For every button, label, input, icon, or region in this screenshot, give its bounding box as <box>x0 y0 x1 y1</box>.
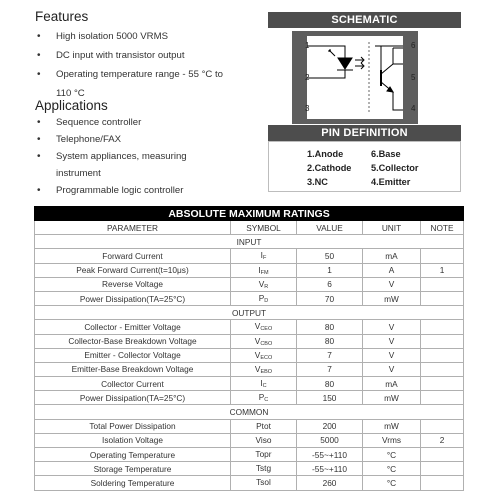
schematic-diagram <box>307 36 403 119</box>
symbol-subscript: R <box>264 283 269 290</box>
value-cell: 6 <box>297 277 363 291</box>
light-arrows-icon <box>355 57 364 69</box>
pin-definition-right <box>371 147 418 189</box>
section-row <box>35 405 464 419</box>
value-cell: 150 <box>297 391 363 405</box>
parameter-cell: Isolation Voltage <box>35 433 231 447</box>
value-cell: 5000 <box>297 433 363 447</box>
value-cell: 7 <box>297 362 363 376</box>
features-list <box>37 27 257 103</box>
column-header: VALUE <box>297 221 363 235</box>
symbol-cell <box>231 263 297 277</box>
pin-label: 1 <box>305 41 310 50</box>
unit-cell: V <box>363 334 421 348</box>
symbol-text: Ptot <box>256 420 271 431</box>
section-row <box>35 306 464 320</box>
unit-cell: mA <box>363 249 421 263</box>
symbol-text: Topr <box>255 449 272 460</box>
symbol-cell <box>231 334 297 348</box>
symbol-text: V <box>254 363 261 374</box>
parameter-cell: Total Power Dissipation <box>35 419 231 433</box>
parameter-cell: Peak Forward Current(t=10μs) <box>35 263 231 277</box>
symbol-cell <box>231 362 297 376</box>
symbol-subscript: FM <box>260 269 269 276</box>
symbol-text: Viso <box>255 434 272 445</box>
application-item: • System appliances, measuring <box>37 148 257 165</box>
table-row <box>35 462 464 476</box>
symbol-cell <box>231 448 297 462</box>
note-cell <box>421 334 464 348</box>
unit-cell: mW <box>363 391 421 405</box>
note-cell <box>421 291 464 305</box>
note-cell: 1 <box>421 263 464 277</box>
ratings-table <box>34 206 464 491</box>
pin-label: 4 <box>411 104 416 113</box>
note-cell <box>421 391 464 405</box>
bullet-icon: • <box>37 134 41 145</box>
application-item: • Sequence controller <box>37 114 257 131</box>
unit-cell: mW <box>363 291 421 305</box>
feature-item: • High isolation 5000 VRMS <box>37 27 257 46</box>
symbol-text: V <box>258 278 265 289</box>
parameter-cell: Emitter - Collector Voltage <box>35 348 231 362</box>
symbol-cell <box>231 320 297 334</box>
symbol-text: P <box>258 392 265 403</box>
pin-definition-header: PIN DEFINITION <box>268 125 461 141</box>
note-cell <box>421 448 464 462</box>
section-label: INPUT <box>35 235 464 249</box>
parameter-cell: Power Dissipation(TA=25°C) <box>35 391 231 405</box>
note-cell <box>421 320 464 334</box>
symbol-subscript: C <box>264 397 269 404</box>
symbol-cell <box>231 249 297 263</box>
parameter-cell: Emitter-Base Breakdown Voltage <box>35 362 231 376</box>
table-row <box>35 320 464 334</box>
table-row <box>35 448 464 462</box>
bullet-icon: • <box>37 69 41 80</box>
value-cell: 200 <box>297 419 363 433</box>
note-cell <box>421 277 464 291</box>
symbol-text: Tstg <box>255 463 272 474</box>
bullet-icon: • <box>37 31 41 42</box>
parameter-cell: Soldering Temperature <box>35 476 231 490</box>
table-row <box>35 277 464 291</box>
table-row <box>35 334 464 348</box>
features-heading: Features <box>35 9 89 24</box>
note-cell <box>421 348 464 362</box>
application-item: • Programmable logic controller <box>37 182 257 199</box>
feature-item: • Operating temperature range - 55 °C to <box>37 65 257 84</box>
symbol-cell <box>231 433 297 447</box>
symbol-cell <box>231 291 297 305</box>
table-row <box>35 419 464 433</box>
parameter-cell: Forward Current <box>35 249 231 263</box>
pin-label: 2 <box>305 73 310 82</box>
note-cell: 2 <box>421 433 464 447</box>
table-row <box>35 391 464 405</box>
unit-cell: A <box>363 263 421 277</box>
symbol-text: V <box>254 335 261 346</box>
section-label: COMMON <box>35 405 464 419</box>
symbol-cell <box>231 377 297 391</box>
column-header: SYMBOL <box>231 221 297 235</box>
table-row <box>35 476 464 490</box>
table-row <box>35 249 464 263</box>
bullet-icon: • <box>37 50 41 61</box>
symbol-text: I <box>258 264 261 275</box>
note-cell <box>421 249 464 263</box>
transistor-circuit <box>375 46 403 110</box>
symbol-cell <box>231 462 297 476</box>
symbol-cell <box>231 476 297 490</box>
pin-label: 3 <box>305 104 310 113</box>
symbol-subscript: F <box>262 255 267 262</box>
bullet-icon: • <box>37 117 41 128</box>
bullet-icon: • <box>37 151 41 162</box>
symbol-subscript: D <box>264 298 269 305</box>
unit-cell: °C <box>363 476 421 490</box>
symbol-text: Tsol <box>256 477 271 488</box>
value-cell: 1 <box>297 263 363 277</box>
schematic-frame <box>292 31 418 124</box>
note-cell <box>421 419 464 433</box>
value-cell: 80 <box>297 377 363 391</box>
unit-cell: °C <box>363 462 421 476</box>
unit-cell: °C <box>363 448 421 462</box>
table-row <box>35 291 464 305</box>
symbol-subscript: CBO <box>260 340 273 347</box>
pin-definition-item: 1.Anode <box>307 149 344 159</box>
parameter-cell: Collector-Base Breakdown Voltage <box>35 334 231 348</box>
pin-label: 6 <box>411 41 416 50</box>
parameter-cell: Operating Temperature <box>35 448 231 462</box>
parameter-cell: Collector Current <box>35 377 231 391</box>
unit-cell: mW <box>363 419 421 433</box>
application-item: • Telephone/FAX <box>37 131 257 148</box>
table-row <box>35 348 464 362</box>
table-row <box>35 362 464 376</box>
symbol-subscript: C <box>262 383 267 390</box>
value-cell: -55~+110 <box>297 448 363 462</box>
unit-cell: mA <box>363 377 421 391</box>
value-cell: 80 <box>297 320 363 334</box>
unit-cell: V <box>363 320 421 334</box>
column-header: NOTE <box>421 221 464 235</box>
parameter-cell: Power Dissipation(TA=25°C) <box>35 291 231 305</box>
symbol-text: I <box>260 378 263 389</box>
application-item-continuation: instrument <box>56 168 101 179</box>
value-cell: 70 <box>297 291 363 305</box>
parameter-cell: Storage Temperature <box>35 462 231 476</box>
table-row <box>35 433 464 447</box>
applications-heading: Applications <box>35 98 108 113</box>
optocoupler-schematic <box>307 36 403 119</box>
pin-definition-left <box>307 147 351 189</box>
pin-definition-item: 5.Collector <box>371 163 419 173</box>
table-row <box>35 377 464 391</box>
value-cell: -55~+110 <box>297 462 363 476</box>
symbol-cell <box>231 419 297 433</box>
column-header: UNIT <box>363 221 421 235</box>
unit-cell: V <box>363 362 421 376</box>
unit-cell: V <box>363 277 421 291</box>
symbol-subscript: ECO <box>260 354 273 361</box>
column-header: PARAMETER <box>35 221 231 235</box>
section-row <box>35 235 464 249</box>
symbol-text: I <box>260 250 263 261</box>
symbol-cell <box>231 348 297 362</box>
applications-list <box>37 114 257 199</box>
pin-definition-box <box>268 141 461 192</box>
note-cell <box>421 476 464 490</box>
value-cell: 50 <box>297 249 363 263</box>
ratings-table-header-row <box>35 221 464 235</box>
schematic-header: SCHEMATIC <box>268 12 461 28</box>
ratings-table-body <box>35 207 464 491</box>
bullet-icon: • <box>37 185 41 196</box>
pin-label: 5 <box>411 73 416 82</box>
symbol-text: V <box>254 321 261 332</box>
symbol-text: P <box>258 293 265 304</box>
note-cell <box>421 362 464 376</box>
value-cell: 260 <box>297 476 363 490</box>
symbol-subscript: EBO <box>260 368 273 375</box>
parameter-cell: Collector - Emitter Voltage <box>35 320 231 334</box>
feature-item: • DC input with transistor output <box>37 46 257 65</box>
led-circuit <box>307 46 353 78</box>
note-cell <box>421 377 464 391</box>
pin-definition-item: 3.NC <box>307 177 328 187</box>
pin-definition-item: 4.Emitter <box>371 177 411 187</box>
symbol-subscript: CEO <box>260 326 273 333</box>
pin-definition-item: 6.Base <box>371 149 401 159</box>
unit-cell: V <box>363 348 421 362</box>
ratings-table-title-row <box>35 207 464 221</box>
section-label: OUTPUT <box>35 306 464 320</box>
parameter-cell: Reverse Voltage <box>35 277 231 291</box>
pin-definition-item: 2.Cathode <box>307 163 352 173</box>
table-row <box>35 263 464 277</box>
note-cell <box>421 462 464 476</box>
symbol-cell <box>231 391 297 405</box>
symbol-cell <box>231 277 297 291</box>
ratings-table-title: ABSOLUTE MAXIMUM RATINGS <box>35 207 464 221</box>
unit-cell: Vrms <box>363 433 421 447</box>
symbol-text: V <box>254 349 261 360</box>
value-cell: 80 <box>297 334 363 348</box>
feature-item-continuation: 110 °C <box>56 88 85 99</box>
value-cell: 7 <box>297 348 363 362</box>
